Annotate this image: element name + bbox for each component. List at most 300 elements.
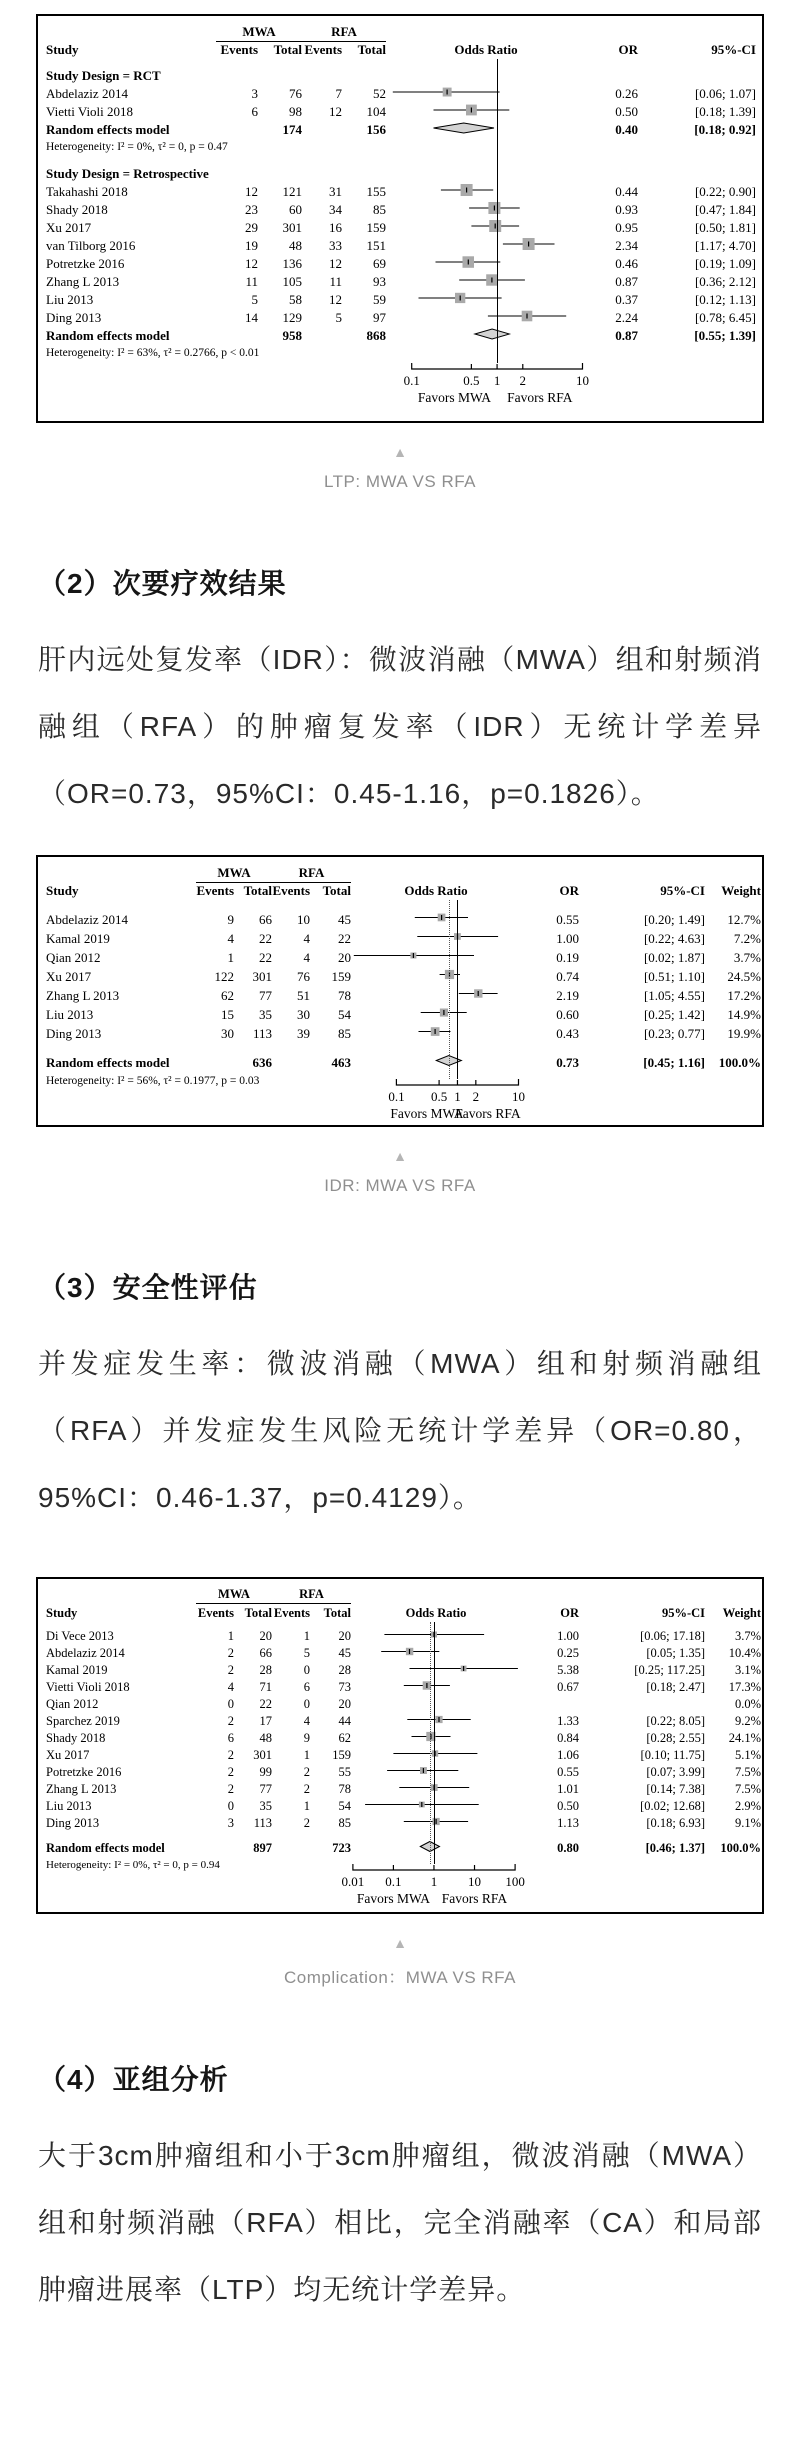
col-header-events: Events: [196, 883, 234, 898]
ci-plot: [386, 307, 586, 325]
or-value: 0.87: [615, 274, 638, 289]
ci-value: [0.05; 1.35]: [646, 1646, 705, 1660]
study-row: [46, 1815, 762, 1832]
study-name: Liu 2013: [46, 1799, 92, 1813]
x-axis: [46, 1864, 762, 1904]
ci-plot: [351, 1694, 521, 1711]
ci-value: [0.20; 1.49]: [643, 911, 705, 927]
favors-left-label: Favors MWA: [417, 390, 491, 405]
heterogeneity-note: Heterogeneity: I² = 63%, τ² = 0.2766, p < 0.01: [46, 347, 260, 359]
total-mwa: 105: [282, 274, 302, 289]
svg-text:0.01: 0.01: [341, 1874, 365, 1889]
weight-value: 9.1%: [734, 1816, 761, 1830]
total-rfa: 155: [366, 184, 386, 199]
study-name: Abdelaziz 2014: [46, 1646, 125, 1660]
col-header-ci: 95%-CI: [660, 883, 705, 898]
events-rfa: 1: [303, 1748, 310, 1762]
collapse-triangle-icon: ▲: [393, 1148, 407, 1164]
col-header-events: Events: [220, 42, 258, 57]
total-mwa: 20: [259, 1629, 272, 1643]
favors-right-label: Favors RFA: [441, 1891, 508, 1906]
study-name: Shady 2018: [46, 202, 108, 217]
col-header-total: Total: [243, 883, 272, 898]
total-rfa: 159: [366, 220, 386, 235]
weight-value: 0.0%: [734, 1697, 761, 1711]
study-name: Xu 2017: [46, 968, 92, 984]
ci-plot: [351, 1813, 521, 1830]
total-rfa: 54: [338, 1006, 351, 1022]
study-name: Zhang L 2013: [46, 987, 120, 1003]
events-mwa: 122: [214, 968, 234, 984]
weight-value: 24.5%: [727, 968, 761, 984]
or-value: 0.84: [557, 1731, 579, 1745]
ci-value: [0.45; 1.16]: [643, 1054, 705, 1070]
study-name: Random effects model: [46, 1841, 165, 1855]
ci-plot: [386, 83, 586, 101]
total-rfa: 723: [332, 1841, 351, 1855]
or-value: 1.00: [557, 1629, 579, 1643]
ci-value: [0.36; 2.12]: [694, 274, 756, 289]
or-value: 0.74: [556, 968, 579, 984]
or-value: 0.40: [615, 122, 638, 137]
ci-value: [0.18; 0.92]: [694, 122, 756, 137]
figure-caption-complication: Complication：MWA VS RFA: [284, 1968, 516, 1987]
heterogeneity-row: [46, 345, 762, 361]
total-mwa: 76: [289, 86, 302, 101]
total-mwa: 136: [282, 256, 302, 271]
total-rfa: 62: [338, 1731, 351, 1745]
total-mwa: 301: [253, 1748, 272, 1762]
events-rfa: 1: [303, 1799, 310, 1813]
heterogeneity-note: Heterogeneity: I² = 56%, τ² = 0.1977, p = 0.03: [46, 1074, 260, 1087]
favors-left-label: Favors MWA: [390, 1106, 464, 1121]
study-name: Random effects model: [46, 1054, 170, 1070]
or-value: 0.50: [615, 104, 638, 119]
ci-plot: [386, 253, 586, 271]
total-mwa: 17: [259, 1714, 272, 1728]
svg-text:1: 1: [430, 1874, 438, 1889]
study-row: [46, 1024, 762, 1043]
ci-value: [0.23; 0.77]: [643, 1025, 705, 1041]
or-value: 2.34: [615, 238, 638, 253]
total-mwa: 121: [282, 184, 302, 199]
or-value: 0.95: [615, 220, 638, 235]
total-rfa: 85: [373, 202, 386, 217]
total-mwa: 99: [259, 1765, 272, 1779]
weight-value: 3.1%: [734, 1663, 761, 1677]
heterogeneity-note: Heterogeneity: I² = 0%, τ² = 0, p = 0.47: [46, 141, 228, 153]
events-mwa: 2: [227, 1663, 234, 1677]
col-header-study: Study: [46, 42, 79, 57]
collapse-triangle-icon: ▲: [393, 444, 407, 460]
ci-plot: [351, 1838, 521, 1855]
study-name: Ding 2013: [46, 1816, 100, 1830]
total-mwa: 77: [259, 987, 272, 1003]
events-mwa: 3: [251, 86, 258, 101]
heterogeneity-note: Heterogeneity: I² = 0%, τ² = 0, p = 0.94: [46, 1858, 220, 1871]
events-rfa: 0: [303, 1663, 310, 1677]
events-mwa: 4: [227, 1680, 234, 1694]
ci-value: [0.02; 12.68]: [640, 1799, 705, 1813]
svg-text:0.5: 0.5: [430, 1089, 448, 1104]
pooled-estimate-line: [449, 900, 450, 1079]
favors-right-label: Favors RFA: [455, 1106, 521, 1121]
or-value: 1.06: [557, 1748, 579, 1762]
events-mwa: 2: [227, 1714, 234, 1728]
ci-plot: [351, 965, 521, 984]
ci-value: [0.51; 1.10]: [643, 968, 705, 984]
col-header-or: OR: [559, 883, 579, 898]
pooled-row: [46, 327, 762, 345]
weight-value: 7.5%: [734, 1782, 761, 1796]
total-rfa: 97: [373, 310, 386, 325]
events-mwa: 6: [227, 1731, 234, 1745]
or-value: 0.46: [615, 256, 638, 271]
pooled-estimate-line: [430, 1622, 431, 1864]
svg-text:2: 2: [519, 373, 527, 388]
or-value: 0.37: [615, 292, 638, 307]
col-header-or: OR: [560, 1605, 579, 1620]
ci-plot: [386, 289, 586, 307]
ci-plot: [386, 235, 586, 253]
total-rfa: 93: [373, 274, 386, 289]
events-rfa: 2: [303, 1816, 310, 1830]
article-page: [0, 14, 800, 2323]
events-mwa: 23: [245, 202, 258, 217]
total-mwa: 35: [259, 1799, 272, 1813]
total-rfa: 463: [331, 1054, 351, 1070]
weight-value: 100.0%: [718, 1054, 761, 1070]
col-header-total: Total: [273, 42, 302, 57]
events-mwa: 9: [227, 911, 234, 927]
ci-value: [0.28; 2.55]: [646, 1731, 705, 1745]
ci-plot: [351, 1626, 521, 1643]
study-name: Vietti Violi 2018: [46, 104, 134, 119]
ci-plot: [351, 1003, 521, 1022]
col-header-total: Total: [323, 1605, 351, 1620]
ci-value: [0.25; 117.25]: [634, 1663, 705, 1677]
total-mwa: 958: [282, 328, 302, 343]
events-rfa: 12: [329, 256, 342, 271]
x-axis-svg: [341, 363, 661, 417]
ci-plot: [386, 101, 586, 119]
ci-plot-cell: [351, 1022, 521, 1045]
total-rfa: 868: [366, 328, 386, 343]
ci-plot: [351, 1779, 521, 1796]
subgroup-label: Study Design = RCT: [46, 68, 161, 83]
favors-left-label: Favors MWA: [356, 1891, 430, 1906]
events-rfa: 1: [303, 1629, 310, 1643]
events-rfa: 6: [303, 1680, 310, 1694]
total-mwa: 48: [289, 238, 302, 253]
ci-plot: [351, 908, 521, 927]
study-name: Potretzke 2016: [46, 256, 125, 271]
study-name: Shady 2018: [46, 1731, 106, 1745]
reference-line-or1: [497, 59, 498, 363]
heterogeneity-row: [46, 139, 762, 155]
ci-plot: [386, 181, 586, 199]
ci-value: [0.06; 17.18]: [640, 1629, 705, 1643]
study-name: Liu 2013: [46, 1006, 94, 1022]
events-rfa: 4: [303, 930, 310, 946]
events-mwa: 30: [221, 1025, 234, 1041]
total-mwa: 35: [259, 1006, 272, 1022]
ci-value: [0.22; 0.90]: [694, 184, 756, 199]
section-heading-safety: （3）安全性评估: [38, 1272, 258, 1303]
ci-value: [1.17; 4.70]: [694, 238, 756, 253]
or-value: 0.93: [615, 202, 638, 217]
study-name: Random effects model: [46, 122, 170, 137]
ci-value: [0.18; 2.47]: [646, 1680, 705, 1694]
study-name: Sparchez 2019: [46, 1714, 120, 1728]
total-mwa: 113: [252, 1025, 272, 1041]
ci-value: [0.07; 3.99]: [646, 1765, 705, 1779]
svg-text:100: 100: [505, 1874, 525, 1889]
ci-plot: [386, 199, 586, 217]
section-paragraph-subgroup: 大于3cm肿瘤组和小于3cm肿瘤组，微波消融（MWA）组和射频消融（RFA）相比，完全消融率（CA）和局部肿瘤进展率（LTP）均无统计学差异。: [38, 2140, 762, 2305]
pooled-row: [46, 121, 762, 139]
or-value: 0.60: [556, 1006, 579, 1022]
reference-line-or1: [434, 1622, 435, 1864]
ci-plot: [351, 927, 521, 946]
ci-plot-cell: [351, 1051, 521, 1074]
events-rfa: 30: [297, 1006, 310, 1022]
col-header-ci: 95%-CI: [711, 42, 756, 57]
ci-plot: [351, 984, 521, 1003]
events-mwa: 6: [251, 104, 258, 119]
events-mwa: 14: [245, 310, 258, 325]
study-name: Kamal 2019: [46, 930, 110, 946]
or-value: 0.73: [556, 1054, 579, 1070]
events-mwa: 29: [245, 220, 258, 235]
col-header-events: Events: [273, 1605, 310, 1620]
events-rfa: 12: [329, 104, 342, 119]
col-header-weight: Weight: [722, 1605, 761, 1620]
ci-plot: [351, 1660, 521, 1677]
total-mwa: 58: [289, 292, 302, 307]
col-header-total: Total: [322, 883, 351, 898]
total-rfa: 69: [373, 256, 386, 271]
events-mwa: 19: [245, 238, 258, 253]
ci-plot: [351, 1711, 521, 1728]
ci-plot: [386, 325, 586, 343]
total-rfa: 45: [338, 911, 351, 927]
or-value: 0.50: [557, 1799, 579, 1813]
weight-value: 3.7%: [734, 1629, 761, 1643]
or-value: 1.33: [557, 1714, 579, 1728]
events-rfa: 33: [329, 238, 342, 253]
events-rfa: 9: [303, 1731, 310, 1745]
svg-text:10: 10: [468, 1874, 482, 1889]
events-mwa: 2: [227, 1748, 234, 1762]
or-value: 0.43: [556, 1025, 579, 1041]
events-mwa: 2: [227, 1646, 234, 1660]
ci-value: [0.10; 11.75]: [640, 1748, 705, 1762]
ci-plot: [386, 217, 586, 235]
total-mwa: 301: [282, 220, 302, 235]
figure-caption-idr: IDR: MWA VS RFA: [324, 1176, 476, 1195]
events-mwa: 12: [245, 256, 258, 271]
x-axis-svg: [306, 1864, 596, 1918]
events-rfa: 51: [297, 987, 310, 1003]
svg-text:1: 1: [493, 373, 501, 388]
total-mwa: 28: [259, 1663, 272, 1677]
events-rfa: 0: [303, 1697, 310, 1711]
pooled-row: [46, 1840, 762, 1857]
svg-text:0.1: 0.1: [388, 1089, 405, 1104]
figure-complication: [0, 1577, 800, 1988]
events-rfa: 2: [303, 1782, 310, 1796]
ci-value: [0.47; 1.84]: [694, 202, 756, 217]
or-value: 1.01: [557, 1782, 579, 1796]
col-header-total: Total: [357, 42, 386, 57]
study-name: Vietti Violi 2018: [46, 1680, 130, 1694]
events-rfa: 2: [303, 1765, 310, 1779]
svg-text:0.1: 0.1: [403, 373, 420, 388]
ci-plot: [351, 1728, 521, 1745]
or-value: 1.00: [556, 930, 579, 946]
col-header-events: Events: [197, 1605, 234, 1620]
total-mwa: 129: [282, 310, 302, 325]
study-name: Xu 2017: [46, 220, 92, 235]
total-mwa: 71: [259, 1680, 272, 1694]
section-heading-subgroup: （4）亚组分析: [38, 2064, 229, 2095]
ci-value: [0.50; 1.81]: [694, 220, 756, 235]
total-rfa: 20: [338, 1629, 351, 1643]
total-mwa: 301: [252, 968, 272, 984]
section-paragraph-safety: 并发症发生率：微波消融（MWA）组和射频消融组（RFA）并发症发生风险无统计学差异（OR=0.80，95%CI：0.46-1.37，p=0.4129）。: [38, 1348, 762, 1513]
total-rfa: 59: [373, 292, 386, 307]
svg-text:10: 10: [511, 1089, 525, 1104]
figure-idr: [0, 855, 800, 1196]
total-mwa: 48: [259, 1731, 272, 1745]
col-header-study: Study: [46, 883, 79, 898]
ci-value: [0.02; 1.87]: [643, 949, 705, 965]
ci-plot-cell: [386, 325, 586, 347]
events-mwa: 62: [221, 987, 234, 1003]
reference-line-or1: [457, 900, 458, 1079]
pooled-row: [46, 1053, 762, 1072]
study-name: Abdelaziz 2014: [46, 86, 128, 101]
weight-value: 9.2%: [734, 1714, 761, 1728]
total-rfa: 85: [338, 1025, 351, 1041]
total-rfa: 54: [338, 1799, 351, 1813]
group1-header: MWA: [196, 865, 272, 883]
total-mwa: 77: [259, 1782, 272, 1796]
ci-value: [0.22; 8.05]: [646, 1714, 705, 1728]
section-heading-secondary-outcomes: （2）次要疗效结果: [38, 568, 287, 599]
weight-value: 24.1%: [728, 1731, 761, 1745]
total-rfa: 78: [338, 1782, 351, 1796]
total-rfa: 151: [366, 238, 386, 253]
or-value: 0.55: [556, 911, 579, 927]
x-axis: [46, 363, 762, 413]
events-mwa: 2: [227, 1782, 234, 1796]
or-value: 5.38: [557, 1663, 579, 1677]
weight-value: 5.1%: [734, 1748, 761, 1762]
total-mwa: 66: [259, 1646, 272, 1660]
total-rfa: 104: [366, 104, 386, 119]
ci-value: [0.19; 1.09]: [694, 256, 756, 271]
events-mwa: 0: [227, 1799, 234, 1813]
weight-value: 100.0%: [720, 1841, 761, 1855]
forest-plot-complication: [36, 1577, 764, 1914]
weight-value: 7.2%: [733, 930, 761, 946]
ci-value: [0.06; 1.07]: [694, 86, 756, 101]
ci-plot: [351, 1051, 521, 1070]
events-mwa: 11: [245, 274, 258, 289]
ci-value: [0.25; 1.42]: [643, 1006, 705, 1022]
ci-plot: [351, 1745, 521, 1762]
ci-plot-cell: [351, 1838, 521, 1859]
ci-plot: [351, 1796, 521, 1813]
weight-value: 14.9%: [727, 1006, 761, 1022]
ci-value: [0.22; 4.63]: [643, 930, 705, 946]
svg-text:10: 10: [575, 373, 589, 388]
or-value: 0.55: [557, 1765, 579, 1779]
events-rfa: 16: [329, 220, 342, 235]
study-name: Ding 2013: [46, 310, 102, 325]
events-mwa: 1: [227, 949, 234, 965]
ci-plot-cell: [351, 1813, 521, 1834]
events-rfa: 10: [297, 911, 310, 927]
col-header-total: Total: [244, 1605, 272, 1620]
svg-text:0.1: 0.1: [385, 1874, 402, 1889]
or-value: 0.80: [557, 1841, 579, 1855]
group2-header: RFA: [272, 865, 351, 883]
study-name: Qian 2012: [46, 949, 101, 965]
total-rfa: 20: [338, 949, 351, 965]
total-mwa: 113: [253, 1816, 272, 1830]
figure-ltp: [0, 14, 800, 492]
ci-value: [0.78; 6.45]: [694, 310, 756, 325]
col-header-events: Events: [272, 883, 310, 898]
or-value: 0.19: [556, 949, 579, 965]
or-value: 0.87: [615, 328, 638, 343]
or-value: 1.13: [557, 1816, 579, 1830]
study-name: Di Vece 2013: [46, 1629, 114, 1643]
section-paragraph-secondary-outcomes: 肝内远处复发率（IDR）：微波消融（MWA）组和射频消融组（RFA）的肿瘤复发率（IDR）无统计学差异（OR=0.73，95%CI：0.45-1.16，p=0.1826）。: [38, 644, 762, 809]
weight-value: 19.9%: [727, 1025, 761, 1041]
total-rfa: 78: [338, 987, 351, 1003]
col-header-weight: Weight: [721, 883, 761, 898]
ci-plot: [351, 1677, 521, 1694]
events-mwa: 3: [227, 1816, 234, 1830]
study-name: Xu 2017: [46, 1748, 90, 1762]
total-rfa: 28: [338, 1663, 351, 1677]
weight-value: 7.5%: [734, 1765, 761, 1779]
total-rfa: 22: [338, 930, 351, 946]
events-rfa: 5: [303, 1646, 310, 1660]
ci-value: [0.18; 6.93]: [646, 1816, 705, 1830]
or-value: 2.24: [615, 310, 638, 325]
group2-header: RFA: [272, 1587, 351, 1604]
weight-value: 17.3%: [728, 1680, 761, 1694]
study-name: Takahashi 2018: [46, 184, 128, 199]
col-header-or: OR: [618, 42, 638, 57]
col-header-odds-ratio: Odds Ratio: [404, 883, 468, 898]
or-value: 0.26: [615, 86, 638, 101]
or-value: 0.25: [557, 1646, 579, 1660]
total-mwa: 636: [252, 1054, 272, 1070]
study-name: Qian 2012: [46, 1697, 99, 1711]
ci-value: [1.05; 4.55]: [643, 987, 705, 1003]
events-rfa: 4: [303, 949, 310, 965]
events-mwa: 0: [227, 1697, 234, 1711]
svg-text:0.5: 0.5: [463, 373, 480, 388]
total-rfa: 20: [338, 1697, 351, 1711]
events-mwa: 5: [251, 292, 258, 307]
